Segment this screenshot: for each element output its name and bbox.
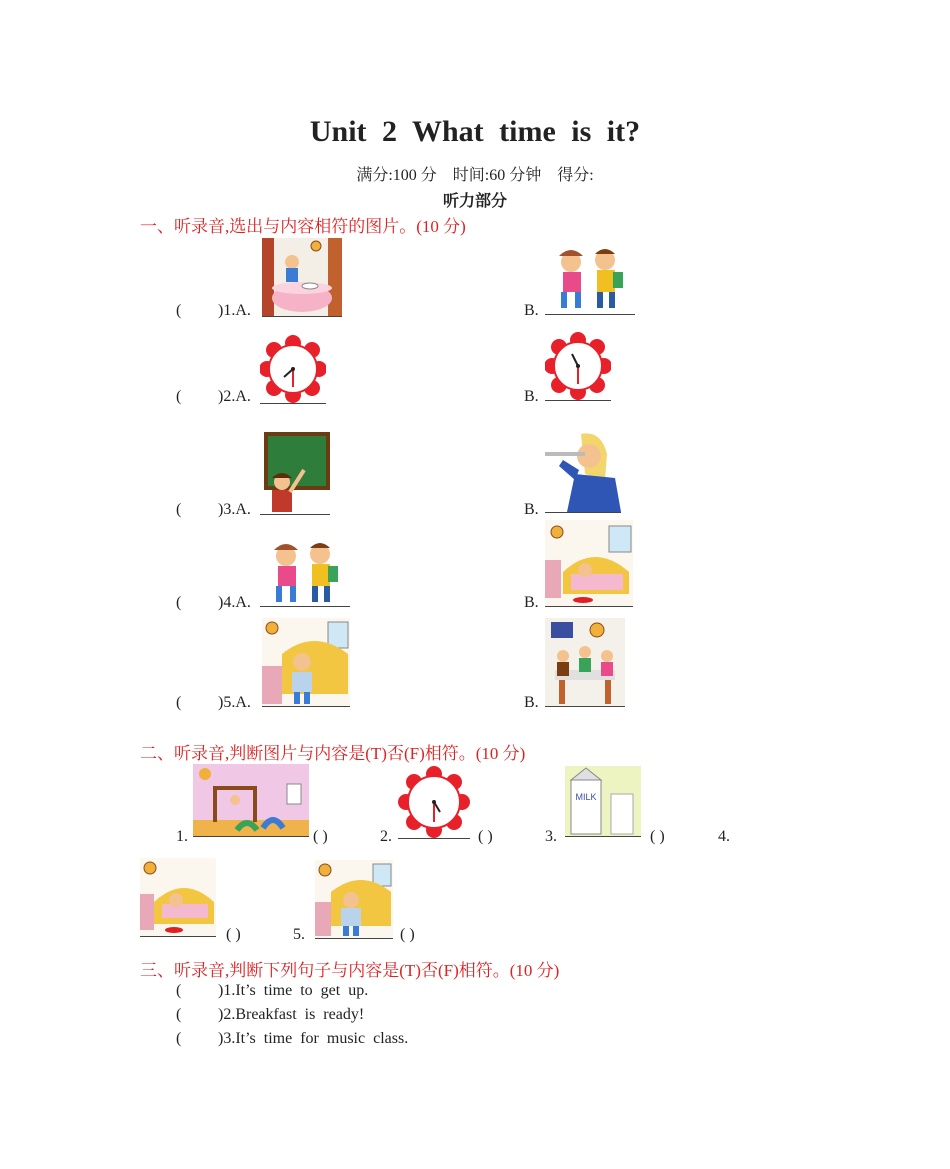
s2-item4-bedroom-picture — [140, 858, 216, 937]
s3-item3-answer[interactable]: ( — [176, 1030, 182, 1047]
q5-label: ( )5.A. — [176, 694, 251, 711]
s3-item2: ( )2.Breakfast is ready! — [176, 1006, 365, 1023]
section2-heading: 二、听录音,判断图片与内容是(T)否(F)相符。(10 分) — [140, 744, 526, 763]
s2-item2-clock-picture — [398, 766, 470, 839]
q5-b-family-dinner-picture — [545, 618, 625, 707]
s2-item2-label: 2. — [380, 828, 392, 845]
s2-item2-answer[interactable]: ( ) — [478, 828, 493, 845]
s2-item1-answer[interactable]: ( ) — [313, 828, 328, 845]
q4-b-label: B. — [524, 594, 539, 611]
exam-time: 时间:60 分钟 — [452, 167, 542, 184]
s2-item1-playground-picture — [193, 764, 309, 837]
s2-item3-answer[interactable]: ( ) — [650, 828, 665, 845]
s2-item4-label: 4. — [718, 828, 730, 845]
s2-item3-milk-picture — [565, 766, 641, 837]
q3-b-flute-player-picture — [545, 430, 621, 513]
q1-b-children-picture — [545, 242, 635, 315]
exam-meta — [0, 162, 950, 185]
q2-b-clock-picture — [545, 332, 611, 401]
q4-label: ( )4.A. — [176, 594, 251, 611]
s3-item1-answer[interactable]: ( — [176, 982, 182, 999]
q2-b-label: B. — [524, 388, 539, 405]
section1-heading: 一、听录音,选出与内容相符的图片。(10 分) — [140, 217, 466, 236]
q5-a-wakeup-picture — [262, 618, 350, 707]
q3-label: ( )3.A. — [176, 501, 251, 518]
q1-a-breakfast-picture — [262, 238, 342, 317]
q4-a-children-picture — [260, 536, 350, 607]
part-heading: 听力部分 — [442, 191, 507, 210]
s2-item4-answer[interactable]: ( ) — [226, 926, 241, 943]
s3-item1: ( )1.It’s time to get up. — [176, 982, 369, 999]
section3-heading: 三、听录音,判断下列句子与内容是(T)否(F)相符。(10 分) — [140, 961, 560, 980]
q2-label: ( )2.A. — [176, 388, 251, 405]
q5-b-label: B. — [524, 694, 539, 711]
score-label: 得分: — [557, 167, 594, 184]
full-marks: 满分:100 分 — [356, 167, 437, 184]
s3-item3: ( )3.It’s time for music class. — [176, 1030, 409, 1047]
s2-item5-answer[interactable]: ( ) — [400, 926, 415, 943]
s2-item1-label: 1. — [176, 828, 188, 845]
milk-carton-label: MILK — [575, 792, 597, 802]
q1-label: ( )1.A. — [176, 302, 251, 319]
s2-item5-label: 5. — [293, 926, 305, 943]
s2-item5-wakeup-picture — [315, 860, 393, 939]
page-title: Unit 2 What time is it? — [309, 115, 641, 148]
q4-b-bedroom-picture — [545, 520, 633, 607]
s3-item2-answer[interactable]: ( — [176, 1006, 182, 1023]
q2-a-clock-picture — [260, 335, 326, 404]
q1-b-label: B. — [524, 302, 539, 319]
s2-item3-label: 3. — [545, 828, 557, 845]
q3-a-blackboard-picture — [260, 430, 330, 515]
q3-b-label: B. — [524, 501, 539, 518]
